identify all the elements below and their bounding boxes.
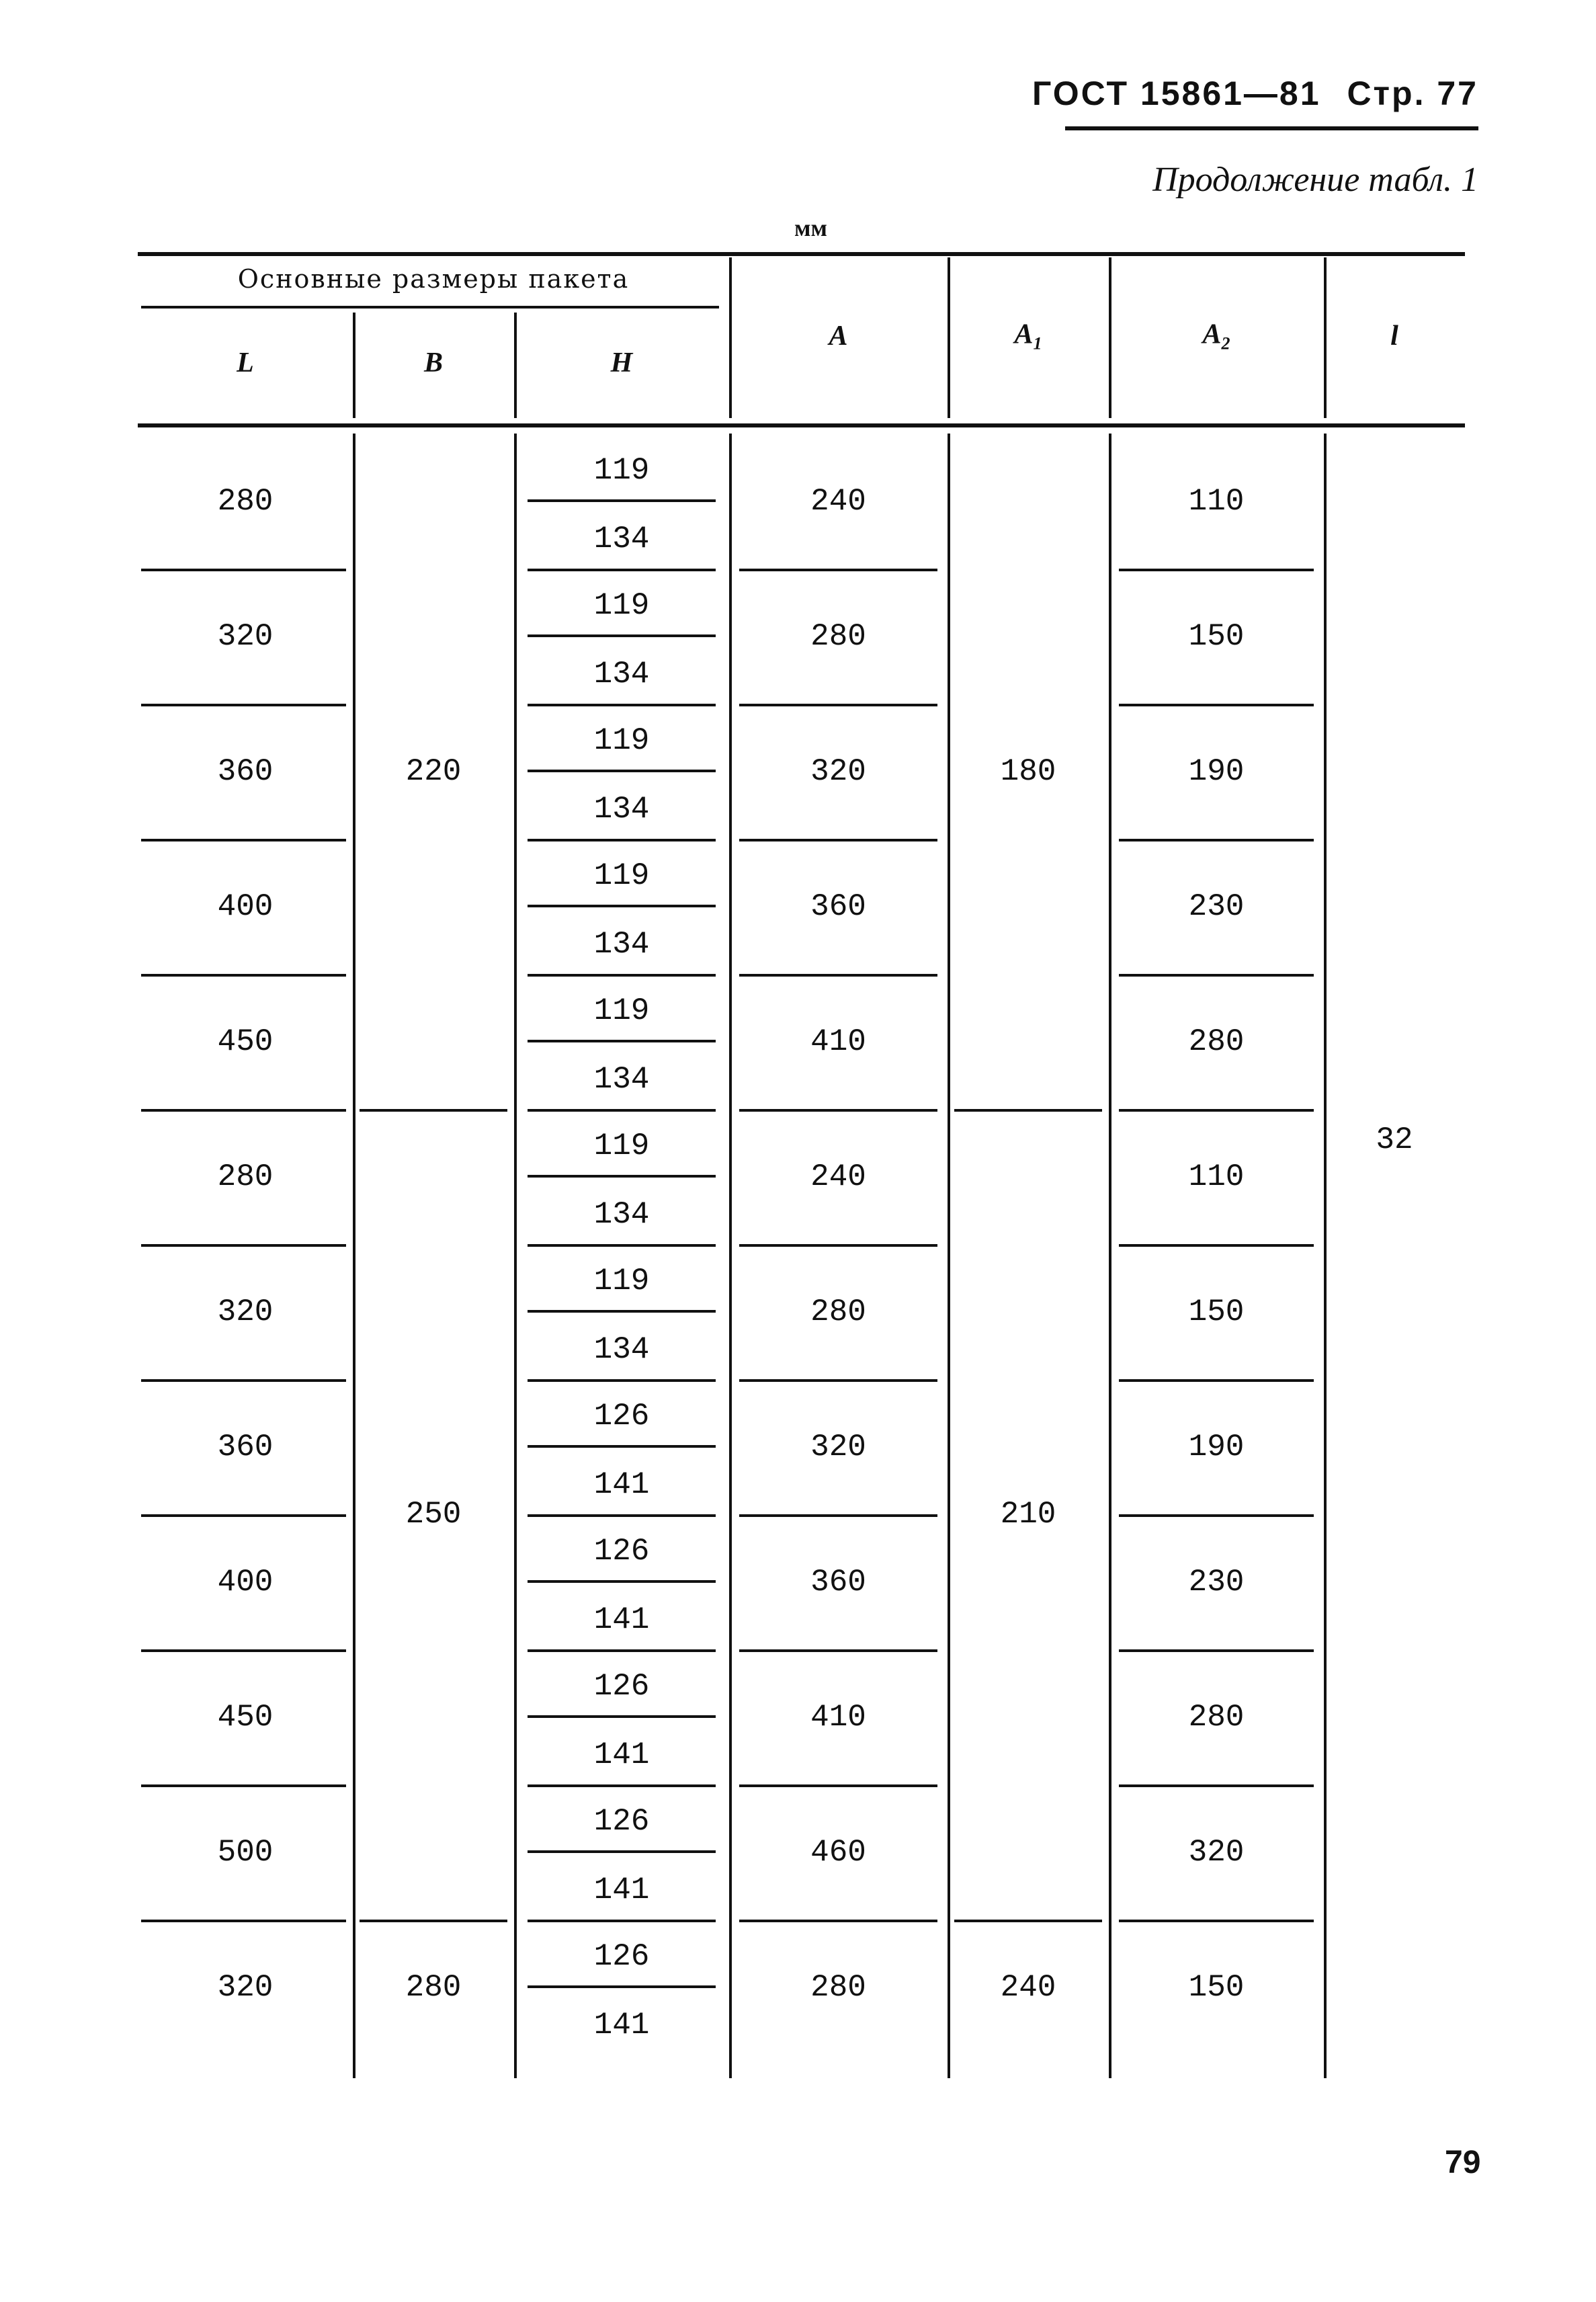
cell-A2: 110	[1188, 1159, 1245, 1194]
row-rule-A	[739, 704, 937, 706]
column-header-L: L	[237, 347, 254, 378]
row-rule-A	[739, 974, 937, 977]
column-header-A2: $A_2$	[1202, 319, 1230, 354]
cell-H-lower: 141	[593, 1873, 650, 1907]
cell-A: 280	[810, 618, 866, 654]
cell-A2: 230	[1188, 1564, 1245, 1600]
cell-H-lower: 134	[593, 1197, 650, 1232]
cell-H-upper: 126	[593, 1939, 650, 1974]
row-rule-A	[739, 1920, 937, 1922]
row-rule-H	[528, 1514, 716, 1517]
cell-l: 32	[1376, 1122, 1413, 1157]
table-top-rule	[138, 252, 1465, 256]
cell-A2: 150	[1188, 618, 1245, 654]
cell-H-upper: 119	[593, 723, 650, 758]
cell-H-lower: 141	[593, 2008, 650, 2043]
h-split-rule	[528, 770, 716, 772]
cell-L: 400	[217, 1564, 274, 1600]
page-label: Стр. 77	[1347, 75, 1478, 112]
body-col-separator	[948, 434, 950, 2078]
cell-B: 280	[405, 1969, 462, 2005]
group-rule-B	[360, 1109, 507, 1112]
cell-A: 320	[810, 1429, 866, 1465]
h-split-rule	[528, 499, 716, 502]
column-header-A1: $A_1$	[1014, 319, 1042, 354]
row-rule-A2	[1119, 704, 1314, 706]
group-rule-B	[360, 1920, 507, 1922]
row-rule-L	[141, 1920, 346, 1922]
cell-A2: 190	[1188, 1429, 1245, 1465]
row-rule-A	[739, 1109, 937, 1112]
cell-L: 280	[217, 1159, 274, 1194]
cell-B: 220	[405, 753, 462, 789]
header-rule	[1065, 126, 1478, 130]
column-header-A1-subscript: 1	[1033, 333, 1042, 354]
cell-L: 450	[217, 1024, 274, 1059]
cell-L: 400	[217, 889, 274, 924]
h-split-rule	[528, 1850, 716, 1853]
row-rule-H	[528, 1379, 716, 1382]
cell-A: 280	[810, 1294, 866, 1329]
cell-A2: 280	[1188, 1699, 1245, 1735]
h-split-rule	[528, 905, 716, 907]
row-rule-H	[528, 1784, 716, 1787]
h-split-rule	[528, 1715, 716, 1718]
column-header-l: l	[1390, 321, 1398, 352]
h-split-rule	[528, 1310, 716, 1313]
row-rule-A2	[1119, 974, 1314, 977]
cell-L: 500	[217, 1834, 274, 1870]
row-rule-L	[141, 1109, 346, 1112]
cell-H-lower: 141	[593, 1737, 650, 1772]
cell-A: 360	[810, 889, 866, 924]
cell-H-lower: 134	[593, 927, 650, 962]
cell-A2: 280	[1188, 1024, 1245, 1059]
h-split-rule	[528, 1445, 716, 1448]
page-number: 79	[1445, 2145, 1481, 2180]
column-header-A: A	[829, 321, 848, 352]
row-rule-L	[141, 1379, 346, 1382]
cell-A2: 190	[1188, 753, 1245, 789]
cell-L: 320	[217, 618, 274, 654]
row-rule-L	[141, 839, 346, 841]
row-rule-A2	[1119, 839, 1314, 841]
header-col-separator	[1324, 257, 1327, 418]
body-col-separator	[514, 434, 517, 2078]
row-rule-A2	[1119, 1109, 1314, 1112]
cell-H-upper: 119	[593, 1128, 650, 1163]
row-rule-H	[528, 1920, 716, 1922]
cell-H-lower: 141	[593, 1467, 650, 1502]
h-split-rule	[528, 1040, 716, 1042]
table-continuation-caption: Продолжение табл. 1	[1152, 161, 1478, 199]
cell-A: 460	[810, 1834, 866, 1870]
cell-A: 410	[810, 1699, 866, 1735]
cell-L: 320	[217, 1294, 274, 1329]
body-col-separator	[353, 434, 355, 2078]
cell-A1: 210	[1000, 1497, 1056, 1532]
cell-H-lower: 134	[593, 1062, 650, 1097]
cell-A2: 230	[1188, 889, 1245, 924]
row-rule-H	[528, 704, 716, 706]
standard-number: ГОСТ 15861—81	[1032, 75, 1321, 112]
header-col-separator	[514, 313, 517, 418]
cell-A2: 150	[1188, 1969, 1245, 2005]
cell-H-upper: 119	[593, 453, 650, 488]
row-rule-H	[528, 1244, 716, 1247]
row-rule-A	[739, 1379, 937, 1382]
cell-H-lower: 134	[593, 657, 650, 692]
row-rule-H	[528, 569, 716, 571]
h-split-rule	[528, 1985, 716, 1988]
cell-H-upper: 126	[593, 1399, 650, 1434]
cell-H-lower: 134	[593, 792, 650, 827]
row-rule-A2	[1119, 1649, 1314, 1652]
cell-H-upper: 119	[593, 588, 650, 623]
header-col-separator	[729, 257, 732, 418]
row-rule-L	[141, 974, 346, 977]
cell-H-lower: 134	[593, 522, 650, 557]
row-rule-A	[739, 1649, 937, 1652]
row-rule-A	[739, 1784, 937, 1787]
cell-H-lower: 141	[593, 1602, 650, 1637]
column-header-A2-subscript: 2	[1221, 333, 1230, 354]
row-rule-A2	[1119, 1514, 1314, 1517]
cell-L: 450	[217, 1699, 274, 1735]
cell-L: 320	[217, 1969, 274, 2005]
row-rule-L	[141, 1244, 346, 1247]
row-rule-A	[739, 1244, 937, 1247]
units-label: мм	[794, 214, 828, 241]
row-rule-A	[739, 569, 937, 571]
row-rule-H	[528, 974, 716, 977]
group-header-rule	[141, 306, 719, 309]
cell-H-upper: 119	[593, 993, 650, 1028]
cell-L: 280	[217, 483, 274, 519]
cell-H-upper: 119	[593, 1264, 650, 1299]
cell-A: 360	[810, 1564, 866, 1600]
h-split-rule	[528, 634, 716, 637]
row-rule-A2	[1119, 1920, 1314, 1922]
cell-A2: 110	[1188, 483, 1245, 519]
cell-H-upper: 126	[593, 1534, 650, 1569]
header-col-separator	[1109, 257, 1111, 418]
cell-B: 250	[405, 1497, 462, 1532]
cell-A2: 320	[1188, 1834, 1245, 1870]
column-header-H: H	[610, 347, 633, 378]
row-rule-L	[141, 1784, 346, 1787]
row-rule-H	[528, 839, 716, 841]
row-rule-A2	[1119, 569, 1314, 571]
body-col-separator	[1109, 434, 1111, 2078]
header-bottom-rule	[138, 423, 1465, 427]
cell-H-upper: 126	[593, 1669, 650, 1704]
cell-H-upper: 119	[593, 858, 650, 893]
row-rule-A2	[1119, 1244, 1314, 1247]
group-rule-A1	[954, 1109, 1102, 1112]
cell-H-upper: 126	[593, 1804, 650, 1839]
cell-A2: 150	[1188, 1294, 1245, 1329]
row-rule-L	[141, 704, 346, 706]
row-rule-H	[528, 1109, 716, 1112]
row-rule-L	[141, 1649, 346, 1652]
document-header	[1032, 74, 1478, 113]
group-header-label: Основные размеры пакета	[237, 264, 630, 294]
cell-A: 410	[810, 1024, 866, 1059]
column-header-B: B	[423, 347, 444, 378]
header-col-separator	[353, 313, 355, 418]
cell-A: 320	[810, 753, 866, 789]
row-rule-A2	[1119, 1784, 1314, 1787]
cell-A: 240	[810, 483, 866, 519]
cell-A1: 240	[1000, 1969, 1056, 2005]
row-rule-L	[141, 1514, 346, 1517]
h-split-rule	[528, 1175, 716, 1178]
row-rule-A	[739, 1514, 937, 1517]
cell-A: 280	[810, 1969, 866, 2005]
row-rule-H	[528, 1649, 716, 1652]
dimensions-table	[138, 252, 1465, 2107]
h-split-rule	[528, 1580, 716, 1583]
row-rule-A2	[1119, 1379, 1314, 1382]
row-rule-A	[739, 839, 937, 841]
cell-L: 360	[217, 753, 274, 789]
header-col-separator	[948, 257, 950, 418]
body-col-separator	[729, 434, 732, 2078]
body-col-separator	[1324, 434, 1327, 2078]
cell-A: 240	[810, 1159, 866, 1194]
cell-A1: 180	[1000, 753, 1056, 789]
group-rule-A1	[954, 1920, 1102, 1922]
cell-L: 360	[217, 1429, 274, 1465]
row-rule-L	[141, 569, 346, 571]
cell-H-lower: 134	[593, 1332, 650, 1367]
